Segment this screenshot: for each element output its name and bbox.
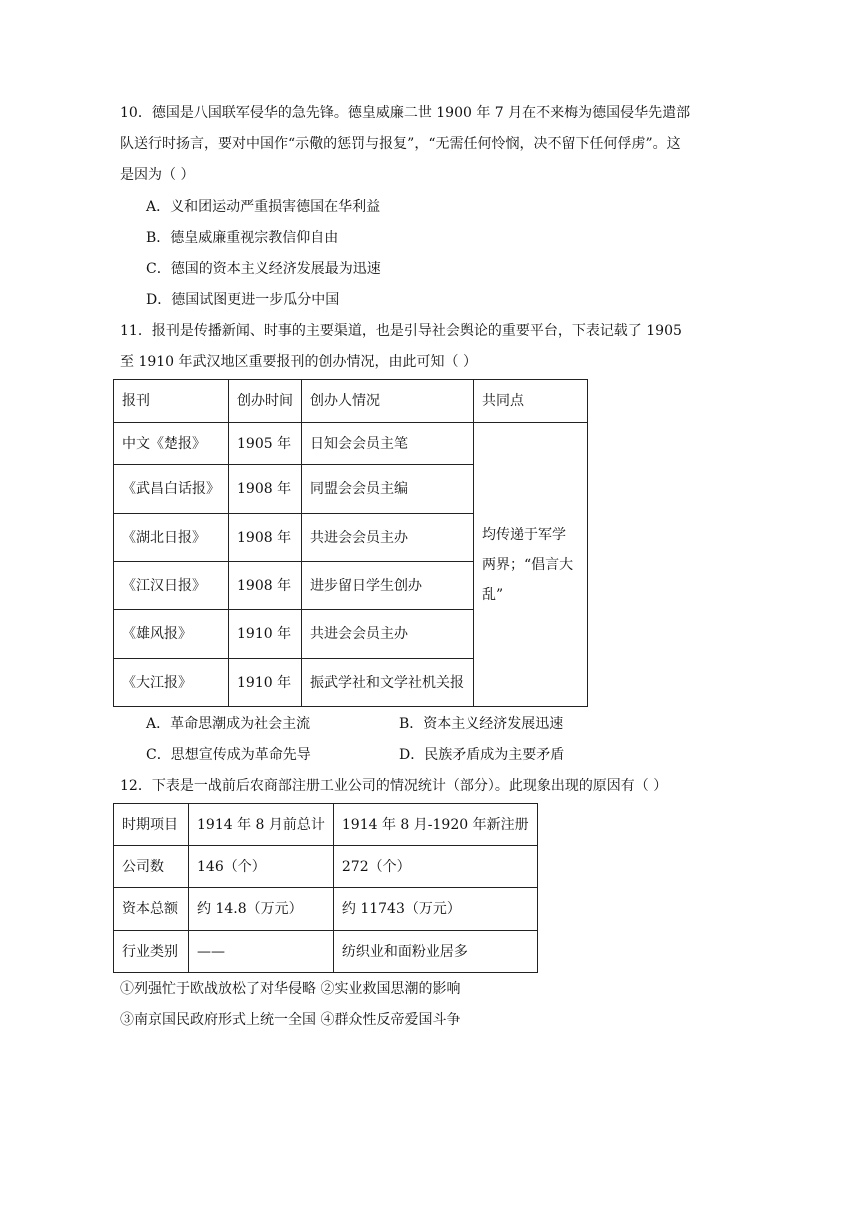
header-cell: 时期项目 — [114, 804, 189, 846]
q12-statements-line-1: ①列强忙于欧战放松了对华侵略 ②实业救国思潮的影响 — [120, 981, 461, 997]
table-header-row — [114, 380, 588, 423]
table-cell: 约 11743（万元） — [333, 888, 537, 931]
q12-stem-line: 12．下表是一战前后农商部注册工业公司的情况统计（部分）。此现象出现的原因有（ ） — [120, 778, 668, 794]
table-cell: 146（个） — [189, 846, 334, 888]
q12-statements-line-2: ③南京国民政府形式上统一全国 ④群众性反帝爱国斗争 — [120, 1012, 461, 1028]
q11-newspaper-table — [113, 379, 588, 707]
header-cell: 报刊 — [114, 380, 229, 423]
table-cell: 日知会会员主笔 — [302, 423, 474, 465]
table-cell: 1910 年 — [229, 610, 302, 659]
header-cell: 共同点 — [474, 380, 588, 423]
q11-stem-line-1: 11．报刊是传播新闻、时事的主要渠道，也是引导社会舆论的重要平台，下表记载了 1905 — [120, 323, 682, 339]
q10-stem-line-2: 队送行时扬言，要对中国作“示儆的惩罚与报复”，“无需任何怜悯，决不留下任何俘虏”。这 — [120, 136, 681, 152]
table-cell: —— — [189, 931, 334, 973]
header-cell: 1914 年 8 月前总计 — [189, 804, 334, 846]
table-cell: 资本总额 — [114, 888, 189, 931]
q11-stem-line-2: 至 1910 年武汉地区重要报刊的创办情况，由此可知（ ） — [120, 354, 477, 370]
q11-option-d: D．民族矛盾成为主要矛盾 — [399, 747, 565, 763]
table-cell: 进步留日学生创办 — [302, 562, 474, 610]
table-row — [114, 423, 588, 465]
table-cell: 272（个） — [333, 846, 537, 888]
table-cell: 同盟会会员主编 — [302, 465, 474, 514]
q10-stem-line-3: 是因为（ ） — [120, 167, 195, 183]
q11-option-b: B．资本主义经济发展迅速 — [399, 716, 564, 732]
common-point-cell: 均传递于军学两界；“倡言大乱” — [474, 423, 588, 707]
table-row — [114, 846, 538, 888]
table-cell: 中文《楚报》 — [114, 423, 229, 465]
header-cell: 创办人情况 — [302, 380, 474, 423]
q11-option-a: A．革命思潮成为社会主流 — [146, 716, 311, 732]
table-cell: 1908 年 — [229, 514, 302, 562]
q10-option-a: A．义和团运动严重损害德国在华利益 — [146, 199, 381, 215]
table-cell: 纺织业和面粉业居多 — [333, 931, 537, 973]
q10-option-c: C．德国的资本主义经济发展最为迅速 — [146, 261, 381, 277]
table-cell: 《武昌白话报》 — [114, 465, 229, 514]
q11-option-c: C．思想宣传成为革命先导 — [146, 747, 311, 763]
table-row — [114, 888, 538, 931]
table-cell: 约 14.8（万元） — [189, 888, 334, 931]
q10-option-b: B．德皇威廉重视宗教信仰自由 — [146, 230, 339, 246]
table-cell: 1908 年 — [229, 465, 302, 514]
table-header-row — [114, 804, 538, 846]
table-cell: 《江汉日报》 — [114, 562, 229, 610]
table-cell: 1908 年 — [229, 562, 302, 610]
table-row — [114, 931, 538, 973]
table-cell: 《大江报》 — [114, 659, 229, 707]
table-cell: 公司数 — [114, 846, 189, 888]
q12-company-table — [113, 803, 538, 973]
q10-option-d: D．德国试图更进一步瓜分中国 — [146, 292, 340, 308]
table-cell: 1910 年 — [229, 659, 302, 707]
table-cell: 《雄风报》 — [114, 610, 229, 659]
header-cell: 创办时间 — [229, 380, 302, 423]
table-cell: 行业类别 — [114, 931, 189, 973]
table-cell: 1905 年 — [229, 423, 302, 465]
q10-stem-line-1: 10．德国是八国联军侵华的急先锋。德皇威廉二世 1900 年 7 月在不来梅为德国侵华先遣部 — [120, 105, 691, 121]
table-cell: 《湖北日报》 — [114, 514, 229, 562]
header-cell: 1914 年 8 月-1920 年新注册 — [333, 804, 537, 846]
table-cell: 共进会会员主办 — [302, 610, 474, 659]
table-cell: 振武学社和文学社机关报 — [302, 659, 474, 707]
table-cell: 共进会会员主办 — [302, 514, 474, 562]
